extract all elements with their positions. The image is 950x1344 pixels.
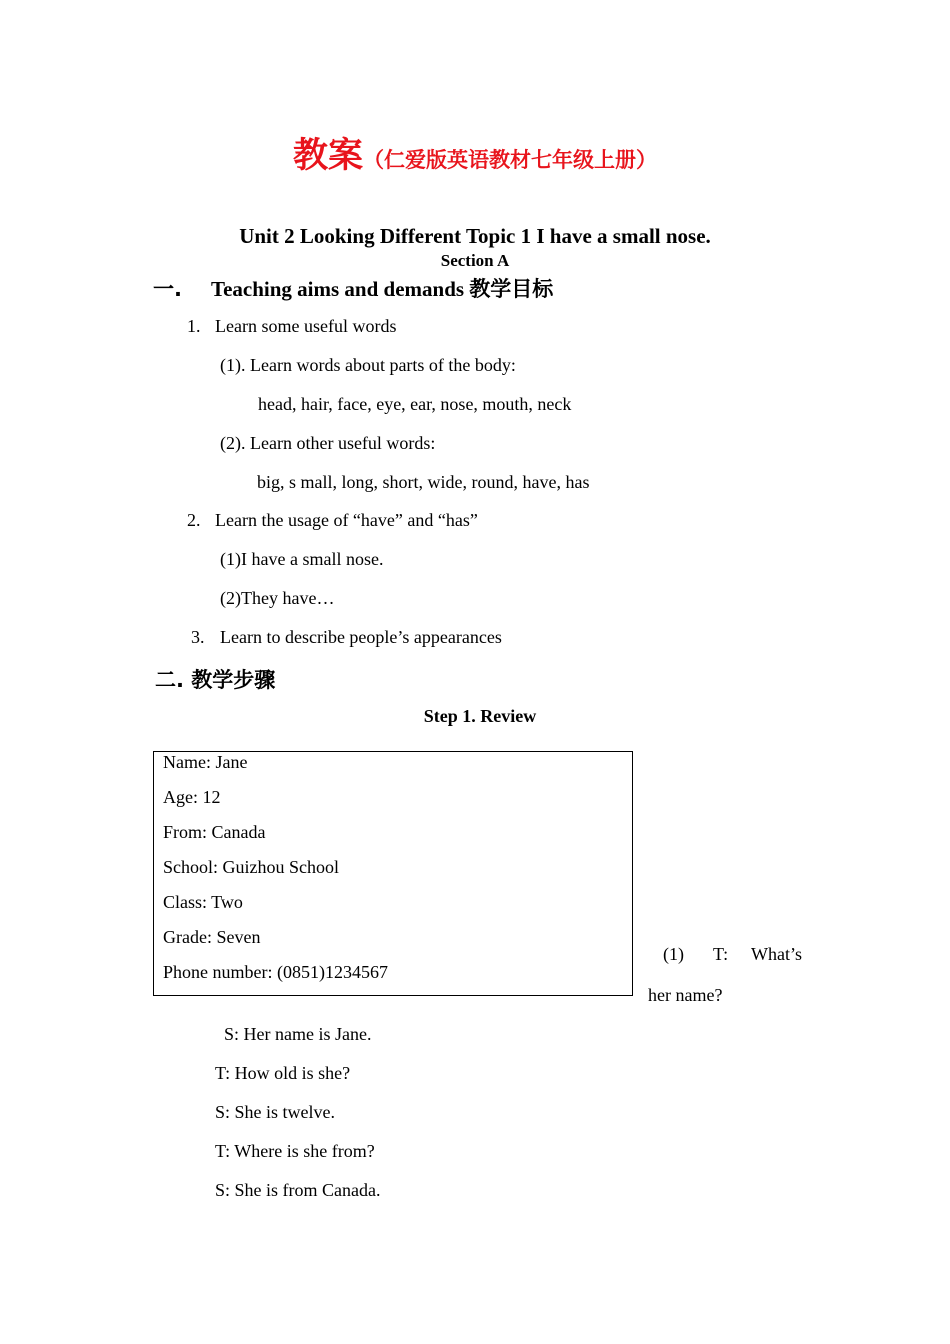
info-card <box>153 751 633 996</box>
heading1-text: Teaching aims and demands 教学目标 <box>211 277 554 301</box>
info-phone: Phone number: (0851)1234567 <box>163 962 388 982</box>
info-name: Name: Jane <box>163 752 248 772</box>
section-label: Section A <box>440 251 510 270</box>
unit-title: Unit 2 Looking Different Topic 1 I have a small nose. <box>239 224 711 248</box>
info-age: Age: 12 <box>163 787 221 807</box>
dialogue-line: T: How old is she? <box>215 1063 351 1083</box>
info-grade: Grade: Seven <box>163 927 261 947</box>
dialogue-line: T: Where is she from? <box>215 1141 375 1161</box>
question-rest: her name? <box>648 985 723 1005</box>
aim-3-text: Learn to describe people’s appearances <box>220 627 502 647</box>
aim-1-text: Learn some useful words <box>215 316 397 336</box>
dialogue-line: S: She is twelve. <box>215 1102 335 1122</box>
question-number: (1) <box>663 944 684 964</box>
aim-1-number: 1. <box>187 316 201 336</box>
question-word: What’s <box>751 944 802 964</box>
aim-1-sub-1-words: head, hair, face, eye, ear, nose, mouth, neck <box>258 394 572 414</box>
info-from: From: Canada <box>163 822 266 842</box>
step1-title: Step 1. Review <box>423 706 537 726</box>
aim-1-sub-2-words: big, s mall, long, short, wide, round, have, has <box>257 472 590 492</box>
heading2: 二. 教学步骤 <box>155 668 276 692</box>
aim-1-sub-2: (2). Learn other useful words: <box>220 433 436 453</box>
title-main: 教案 <box>292 136 363 176</box>
document-title <box>0 128 950 178</box>
heading1-number: 一. <box>153 277 182 301</box>
aim-2-number: 2. <box>187 510 201 530</box>
question-speaker: T: <box>713 944 729 964</box>
title-subtitle: （仁爱版英语教材七年级上册） <box>363 148 657 172</box>
dialogue-line: S: She is from Canada. <box>215 1180 381 1200</box>
dialogue-line: S: Her name is Jane. <box>224 1024 372 1044</box>
info-school: School: Guizhou School <box>163 857 339 877</box>
aim-2-sub-1: (1)I have a small nose. <box>220 549 384 569</box>
info-class: Class: Two <box>163 892 243 912</box>
aim-3-number: 3. <box>191 627 205 647</box>
aim-1-sub-1: (1). Learn words about parts of the body: <box>220 355 516 375</box>
aim-2-sub-2: (2)They have… <box>220 588 335 608</box>
aim-2-text: Learn the usage of “have” and “has” <box>215 510 478 530</box>
